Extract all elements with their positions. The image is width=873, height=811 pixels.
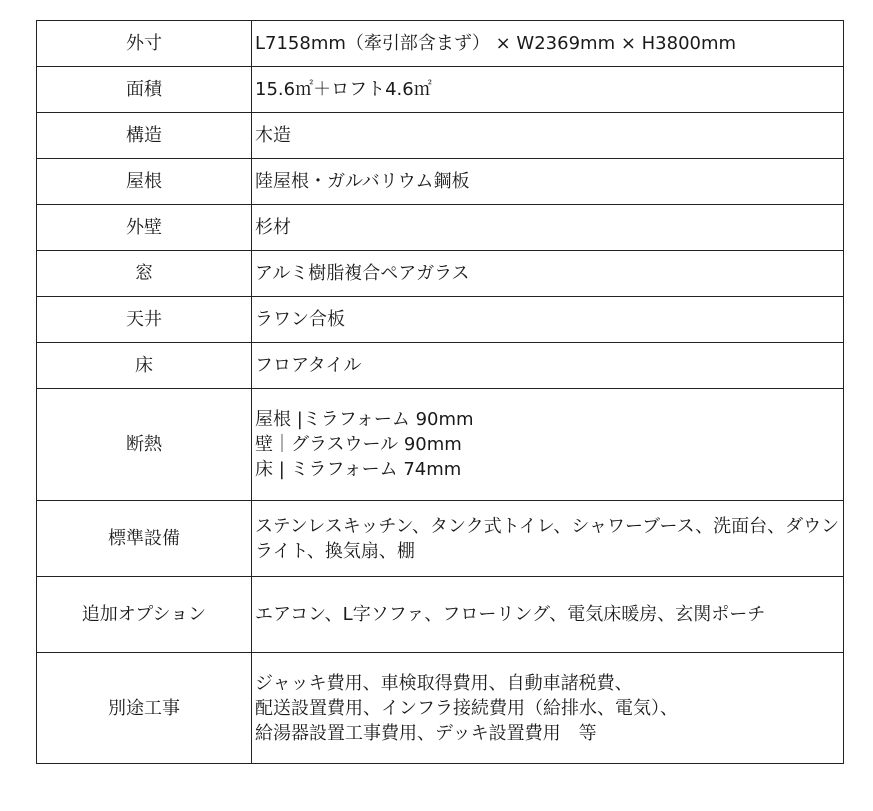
- row-value: [252, 21, 844, 67]
- table-row-outer-dimensions: [37, 21, 844, 67]
- table-row-additional-options: [37, 577, 844, 653]
- table-row-separate-work: [37, 653, 844, 764]
- value-line: エアコン、L字ソファ、フローリング、電気床暖房、玄関ポーチ: [255, 604, 766, 625]
- row-value: [252, 159, 844, 205]
- spec-table: [36, 20, 844, 764]
- value-line: ジャッキ費用、車検取得費用、自動車諸税費、: [255, 672, 633, 694]
- row-value: [252, 577, 844, 653]
- row-value: [252, 297, 844, 343]
- row-label: 追加オプション: [37, 577, 252, 653]
- value-line: L7158mm（牽引部含まず） × W2369mm × H3800mm: [255, 33, 737, 54]
- value-line: 15.6㎡＋ロフト4.6㎡: [255, 79, 432, 100]
- row-value: [252, 389, 844, 501]
- table-row-window: [37, 251, 844, 297]
- table-row-area: [37, 67, 844, 113]
- value-line: 給湯器設置工事費用、デッキ設置費用 等: [255, 722, 597, 744]
- row-label: 天井: [37, 297, 252, 343]
- value-line: 陸屋根・ガルバリウム鋼板: [255, 171, 470, 192]
- table-row-structure: [37, 113, 844, 159]
- row-value: [252, 205, 844, 251]
- row-label: 窓: [37, 251, 252, 297]
- value-line: ステンレスキッチン、タンク式トイレ、シャワーブース、洗面台、ダウンライト、換気扇、棚: [255, 515, 840, 562]
- table-row-floor: [37, 343, 844, 389]
- value-line: 屋根 |ミラフォーム 90mm: [255, 409, 474, 430]
- row-label: 別途工事: [37, 653, 252, 764]
- row-label: 面積: [37, 67, 252, 113]
- row-value: [252, 653, 844, 764]
- row-value: [252, 67, 844, 113]
- row-label: 床: [37, 343, 252, 389]
- row-label: 外壁: [37, 205, 252, 251]
- value-line: 杉材: [255, 217, 291, 238]
- value-line: ラワン合板: [255, 309, 345, 330]
- row-label: 断熱: [37, 389, 252, 501]
- row-label: 外寸: [37, 21, 252, 67]
- value-line: フロアタイル: [255, 355, 362, 376]
- table-row-roof: [37, 159, 844, 205]
- table-row-exterior-wall: [37, 205, 844, 251]
- table-row-standard-equipment: [37, 501, 844, 577]
- row-label: 屋根: [37, 159, 252, 205]
- row-value: [252, 251, 844, 297]
- value-line: 床 | ミラフォーム 74mm: [255, 459, 462, 480]
- row-label: 構造: [37, 113, 252, 159]
- value-line: 木造: [255, 125, 291, 146]
- row-value: [252, 501, 844, 577]
- row-label: 標準設備: [37, 501, 252, 577]
- value-line: アルミ樹脂複合ペアガラス: [255, 263, 470, 284]
- value-line: 壁｜グラスウール 90mm: [255, 434, 462, 455]
- row-value: [252, 113, 844, 159]
- table-row-insulation: [37, 389, 844, 501]
- value-line: 配送設置費用、インフラ接続費用（給排水、電気）、: [255, 697, 678, 719]
- table-row-ceiling: [37, 297, 844, 343]
- row-value: [252, 343, 844, 389]
